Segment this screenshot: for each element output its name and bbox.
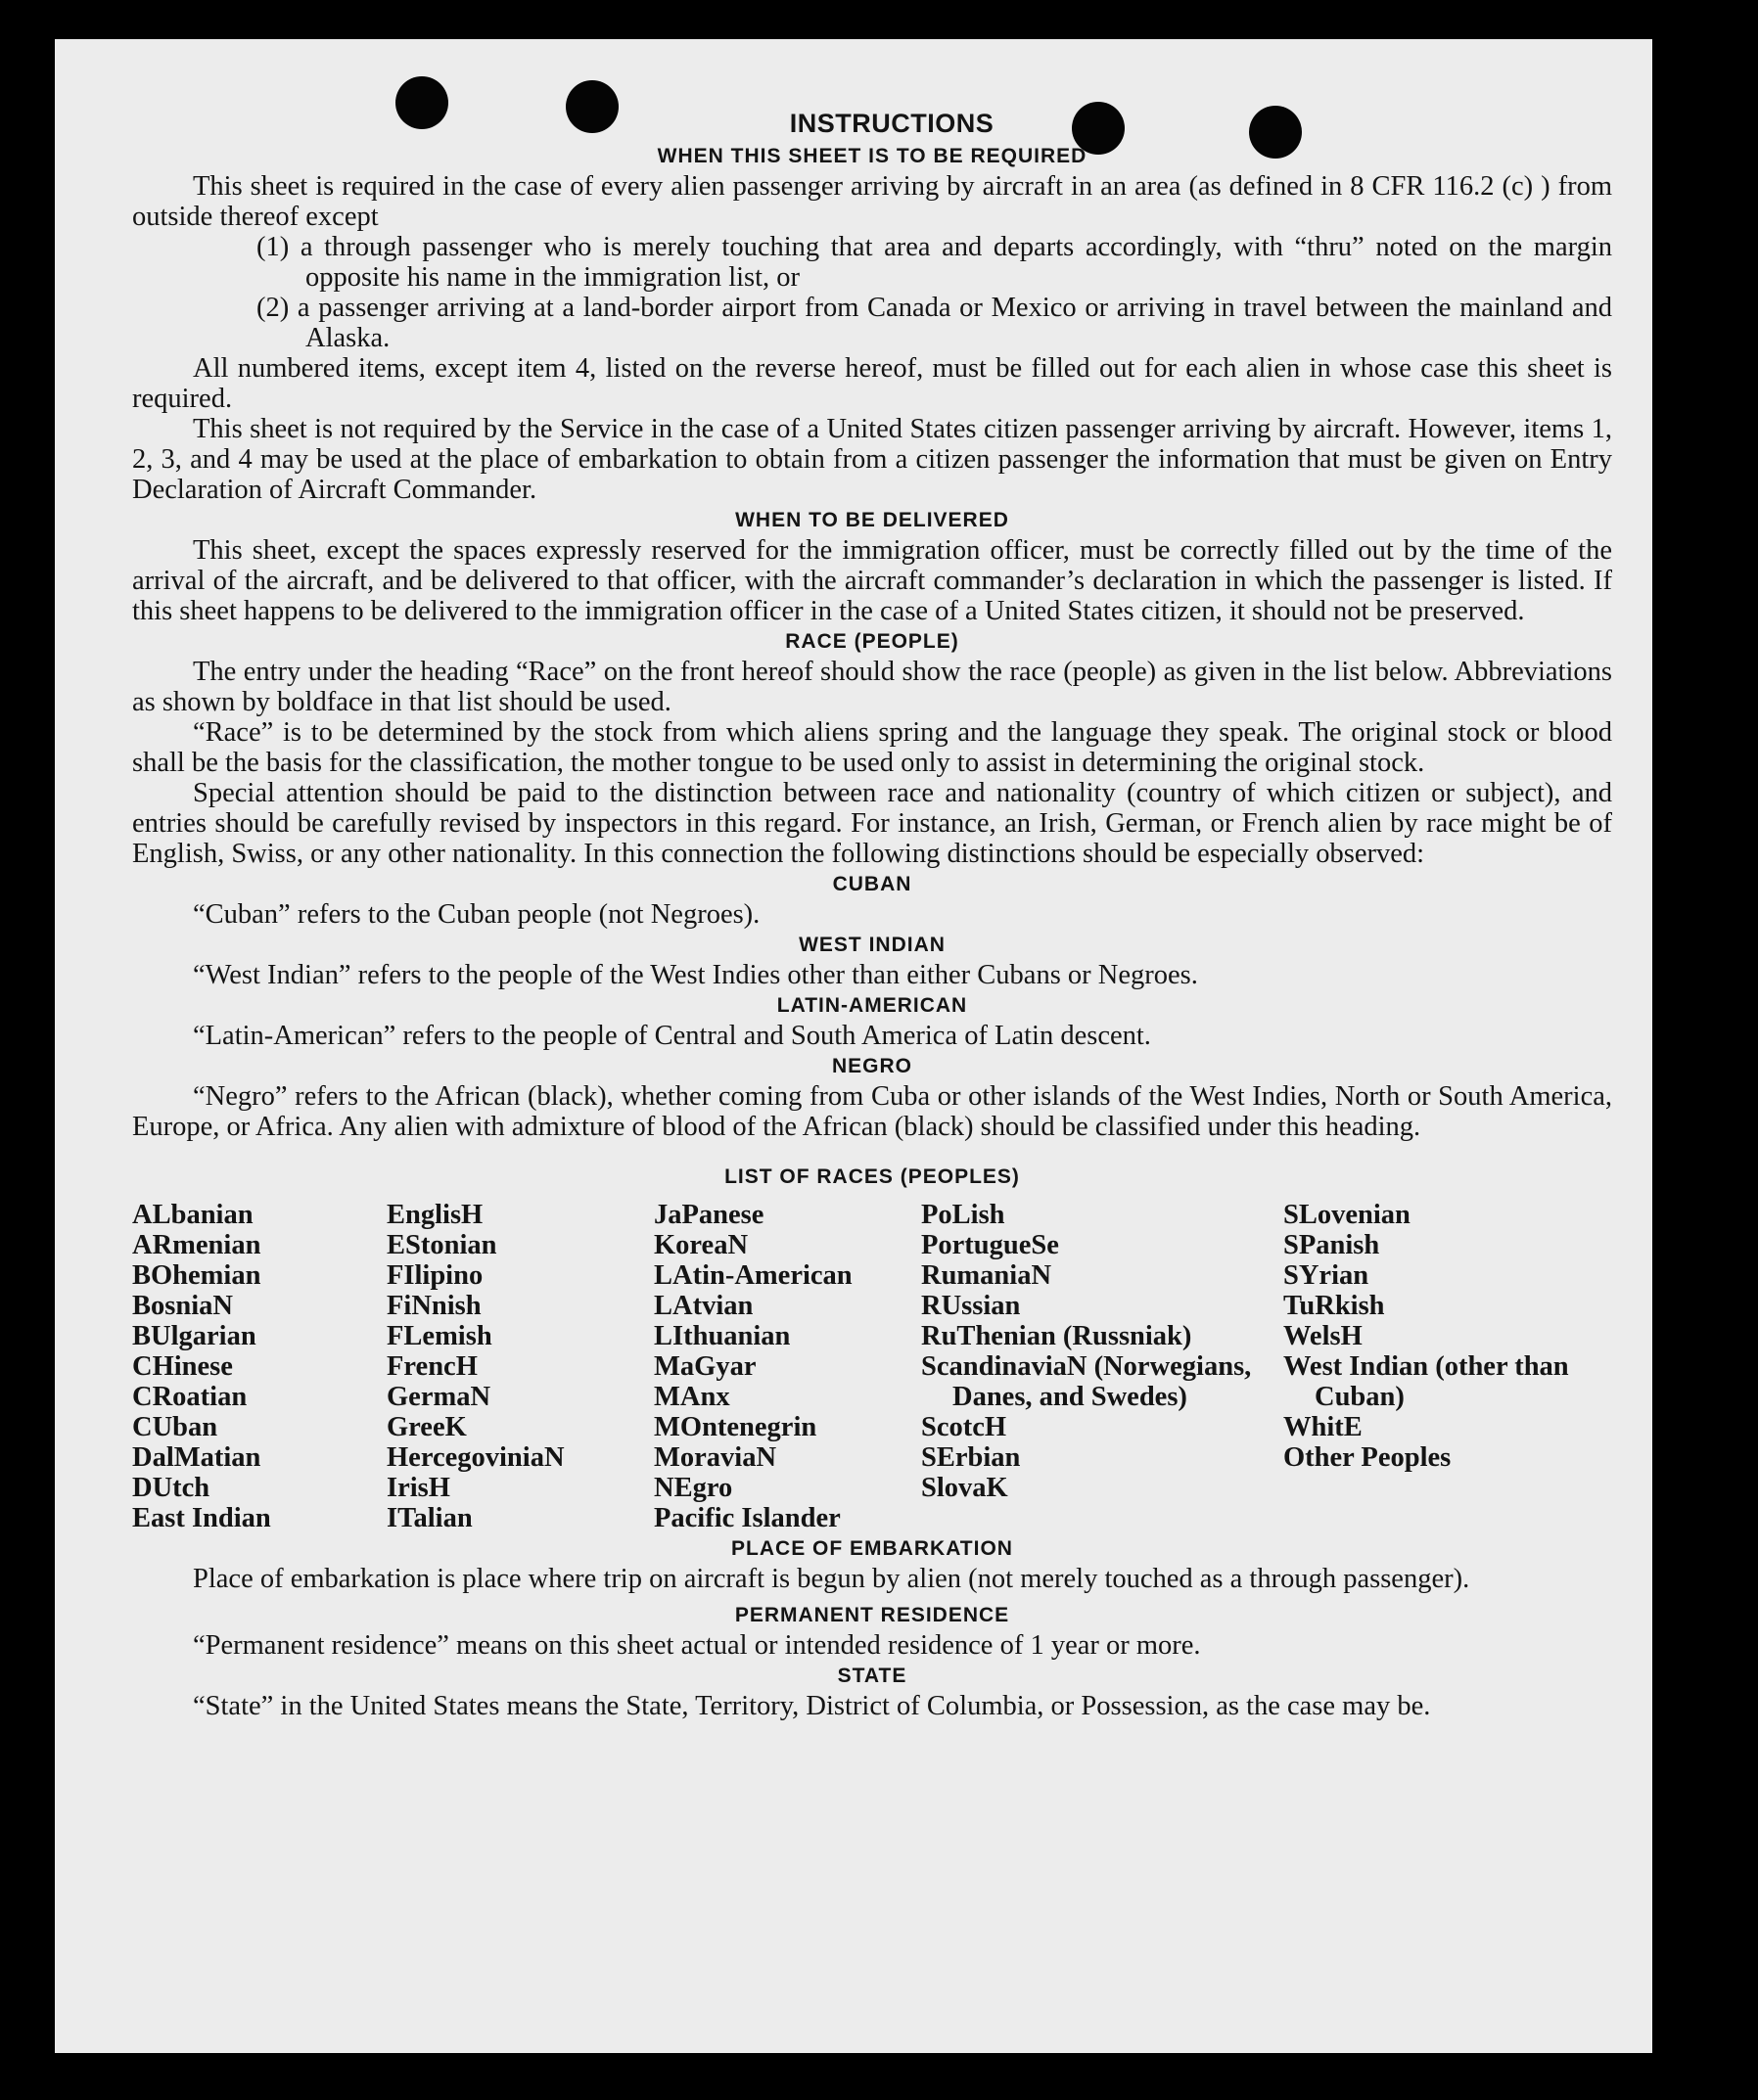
list-item: BOhemian xyxy=(132,1260,261,1291)
list-item: FiNnish xyxy=(387,1291,482,1321)
list-item: HercegoviniaN xyxy=(387,1442,565,1473)
list-item: GermaN xyxy=(387,1382,491,1412)
list-item: CRoatian xyxy=(132,1382,248,1412)
races-column xyxy=(1283,1200,1612,1533)
races-column xyxy=(921,1200,1283,1533)
paragraph: “Cuban” refers to the Cuban people (not Negroes). xyxy=(193,899,761,930)
list-item: DalMatian xyxy=(132,1442,261,1473)
list-item: Pacific Islander xyxy=(654,1503,841,1533)
section-heading-negro: NEGRO xyxy=(831,1055,912,1077)
paragraph: All numbered items, except item 4, listed on the reverse hereof, must be filled out for each alien in whose case this sheet is required. xyxy=(132,353,1612,414)
list-item: FLemish xyxy=(387,1321,492,1351)
paragraph: This sheet is not required by the Service in the case of a United States citizen passenger arriving by aircraft. However, items 1, 2, 3, and 4 may be used at the place of embarkation to obtain from a citizen passenger the information that must be given on Entry Declaration of Aircraft Commander. xyxy=(132,414,1612,505)
list-item: RuThenian (Russniak) xyxy=(921,1321,1192,1351)
list-item: LAtin-American xyxy=(654,1260,853,1291)
list-item: ITalian xyxy=(387,1503,473,1533)
paragraph: Place of embarkation is place where trip on aircraft is begun by alien (not merely touched as a through passenger). xyxy=(193,1564,1470,1594)
list-item: MAnx xyxy=(654,1382,730,1412)
list-item: SLovenian xyxy=(1283,1200,1411,1230)
paragraph: The entry under the heading “Race” on the front hereof should show the race (people) as given in the list below. Abbreviations as shown by boldface in that list should be used. xyxy=(132,657,1612,717)
page-title: INSTRUCTIONS xyxy=(789,109,995,138)
section-heading-cuban: CUBAN xyxy=(832,873,912,895)
section-heading-latin-american: LATIN-AMERICAN xyxy=(776,994,968,1017)
list-item: WhitE xyxy=(1283,1412,1363,1442)
list-item: NEgro xyxy=(654,1473,733,1503)
paragraph: “Race” is to be determined by the stock from which aliens spring and the language they speak. The original stock or blood shall be the basis for the classification, the mother tongue to be used only to assist in determining the original stock. xyxy=(132,717,1612,778)
document-page xyxy=(55,39,1652,2053)
list-item: SPanish xyxy=(1283,1230,1380,1260)
list-item: (1) a through passenger who is merely touching that area and departs accordingly, with “thru” noted on the margin opposite his name in the immigration list, or xyxy=(256,232,1612,293)
list-item: SErbian xyxy=(921,1442,1021,1473)
list-item: FIlipino xyxy=(387,1260,484,1291)
list-item: MaGyar xyxy=(654,1351,757,1382)
list-item: ALbanian xyxy=(132,1200,254,1230)
list-item: LIthuanian xyxy=(654,1321,791,1351)
paragraph: “Negro” refers to the African (black), whether coming from Cuba or other islands of the West Indies, North or South America, Europe, or Africa. Any alien with admixture of blood of the African (black) should be classified under this heading. xyxy=(132,1081,1612,1142)
list-item: BUlgarian xyxy=(132,1321,256,1351)
list-item: TuRkish xyxy=(1283,1291,1385,1321)
section-heading-west-indian: WEST INDIAN xyxy=(799,934,946,956)
list-item: SYrian xyxy=(1283,1260,1369,1291)
list-item: RUssian xyxy=(921,1291,1021,1321)
races-column xyxy=(132,1200,387,1533)
races-list xyxy=(132,1200,1612,1533)
list-item: East Indian xyxy=(132,1503,271,1533)
section-heading-state: STATE xyxy=(837,1665,907,1687)
list-item: EnglisH xyxy=(387,1200,484,1230)
list-item: West Indian (other than Cuban) xyxy=(1283,1351,1569,1412)
races-column xyxy=(387,1200,654,1533)
paragraph: This sheet, except the spaces expressly reserved for the immigration officer, must be correctly filled out by the time of the arrival of the aircraft, and be delivered to that officer, with the aircraft commander’s declaration in which the passenger is listed. If this sheet happens to be delivered to the immigration officer in the case of a United States citizen, it should not be preserved. xyxy=(132,535,1612,626)
section-heading-race: RACE (PEOPLE) xyxy=(785,630,959,653)
list-item: ScotcH xyxy=(921,1412,1007,1442)
list-item: PoLish xyxy=(921,1200,1005,1230)
list-item: PortugueSe xyxy=(921,1230,1059,1260)
list-item: IrisH xyxy=(387,1473,450,1503)
document-body xyxy=(132,106,1612,1721)
list-item: Other Peoples xyxy=(1283,1442,1452,1473)
list-item: RumaniaN xyxy=(921,1260,1052,1291)
list-item: ARmenian xyxy=(132,1230,261,1260)
list-item: MoraviaN xyxy=(654,1442,777,1473)
list-item: LAtvian xyxy=(654,1291,754,1321)
list-item: BosniaN xyxy=(132,1291,233,1321)
list-item: DUtch xyxy=(132,1473,210,1503)
list-item: GreeK xyxy=(387,1412,467,1442)
paragraph: “Permanent residence” means on this sheet actual or intended residence of 1 year or more. xyxy=(193,1630,1201,1661)
list-item: (2) a passenger arriving at a land-border airport from Canada or Mexico or arriving in travel between the mainland and Alaska. xyxy=(256,293,1612,353)
list-item: FrencH xyxy=(387,1351,478,1382)
list-item: CUban xyxy=(132,1412,218,1442)
paragraph: “Latin-American” refers to the people of Central and South America of Latin descent. xyxy=(193,1021,1151,1051)
list-item: CHinese xyxy=(132,1351,233,1382)
section-heading-when-required: WHEN THIS SHEET IS TO BE REQUIRED xyxy=(657,145,1087,167)
list-item: ScandinaviaN (Norwegians, Danes, and Swedes) xyxy=(921,1351,1252,1412)
list-item: EStonian xyxy=(387,1230,497,1260)
list-item: KoreaN xyxy=(654,1230,749,1260)
section-heading-list-of-races: LIST OF RACES (PEOPLES) xyxy=(724,1165,1020,1188)
paragraph: This sheet is required in the case of every alien passenger arriving by aircraft in an area (as defined in 8 CFR 116.2 (c) ) from outside thereof except xyxy=(132,171,1612,232)
section-heading-embarkation: PLACE OF EMBARKATION xyxy=(731,1537,1013,1560)
list-item: WelsH xyxy=(1283,1321,1363,1351)
paragraph: “West Indian” refers to the people of the West Indies other than either Cubans or Negroes. xyxy=(193,960,1198,990)
races-column xyxy=(654,1200,921,1533)
list-item: SlovaK xyxy=(921,1473,1008,1503)
section-heading-residence: PERMANENT RESIDENCE xyxy=(734,1604,1010,1626)
paragraph: Special attention should be paid to the distinction between race and nationality (country of which citizen or subject), and entries should be carefully revised by inspectors in this regard. For instance, an Irish, German, or French alien by race might be of English, Swiss, or any other nationality. In this connection the following distinctions should be especially observed: xyxy=(132,778,1612,869)
paragraph: “State” in the United States means the State, Territory, District of Columbia, or Possession, as the case may be. xyxy=(193,1691,1431,1721)
list-item: JaPanese xyxy=(654,1200,764,1230)
section-heading-when-delivered: WHEN TO BE DELIVERED xyxy=(735,509,1009,531)
list-item: MOntenegrin xyxy=(654,1412,817,1442)
